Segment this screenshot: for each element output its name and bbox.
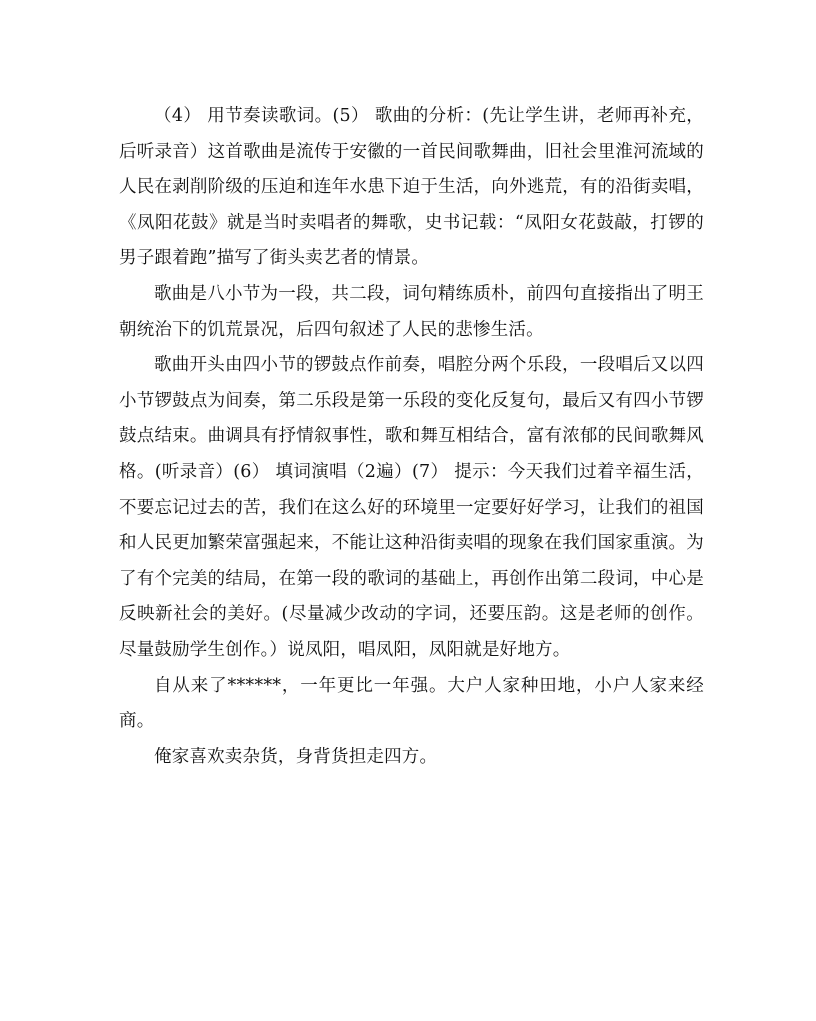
- paragraph-1: （4） 用节奏读歌词。(5） 歌曲的分析：(先让学生讲，老师再补充，后听录音）这首歌曲是流传于安徽的一首民间歌舞曲，旧社会里淮河流域的人民在剥削阶级的压迫和连年水患下迫于生活，向外逃荒，有的沿街卖唱，《凤阳花鼓》就是当时卖唱者的舞歌，史书记载：“凤阳女花鼓敲，打锣的男子跟着跑”描写了街头卖艺者的情景。: [119, 106, 704, 269]
- paragraph-5: 俺家喜欢卖杂货，身背货担走四方。: [154, 746, 438, 767]
- document-body: [119, 99, 704, 775]
- paragraph-4: 自从来了******，一年更比一年强。大户人家种田地，小户人家来经商。: [119, 675, 704, 732]
- paragraph-2: 歌曲是八小节为一段，共二段，词句精练质朴，前四句直接指出了明王朝统治下的饥荒景况，后四句叙述了人民的悲惨生活。: [119, 283, 704, 340]
- paragraph-3: 歌曲开头由四小节的锣鼓点作前奏，唱腔分两个乐段，一段唱后又以四小节锣鼓点为间奏，第二乐段是第一乐段的变化反复句，最后又有四小节锣鼓点结束。曲调具有抒情叙事性，歌和舞互相结合，富有浓郁的民间歌舞风格。(听录音）(6） 填词演唱（2遍）(7） 提示：今天我们过着辛福生活，不要忘记过去的苦，我们在这么好的环境里一定要好好学习，让我们的祖国和人民更加繁荣富强起来，不能让这种沿街卖唱的现象在我们国家重演。为了有个完美的结局，在第一段的歌词的基础上，再创作出第二段词，中心是反映新社会的美好。(尽量减少改动的字词，还要压韵。这是老师的创作。尽量鼓励学生创作。）说凤阳，唱凤阳，凤阳就是好地方。: [119, 355, 704, 660]
